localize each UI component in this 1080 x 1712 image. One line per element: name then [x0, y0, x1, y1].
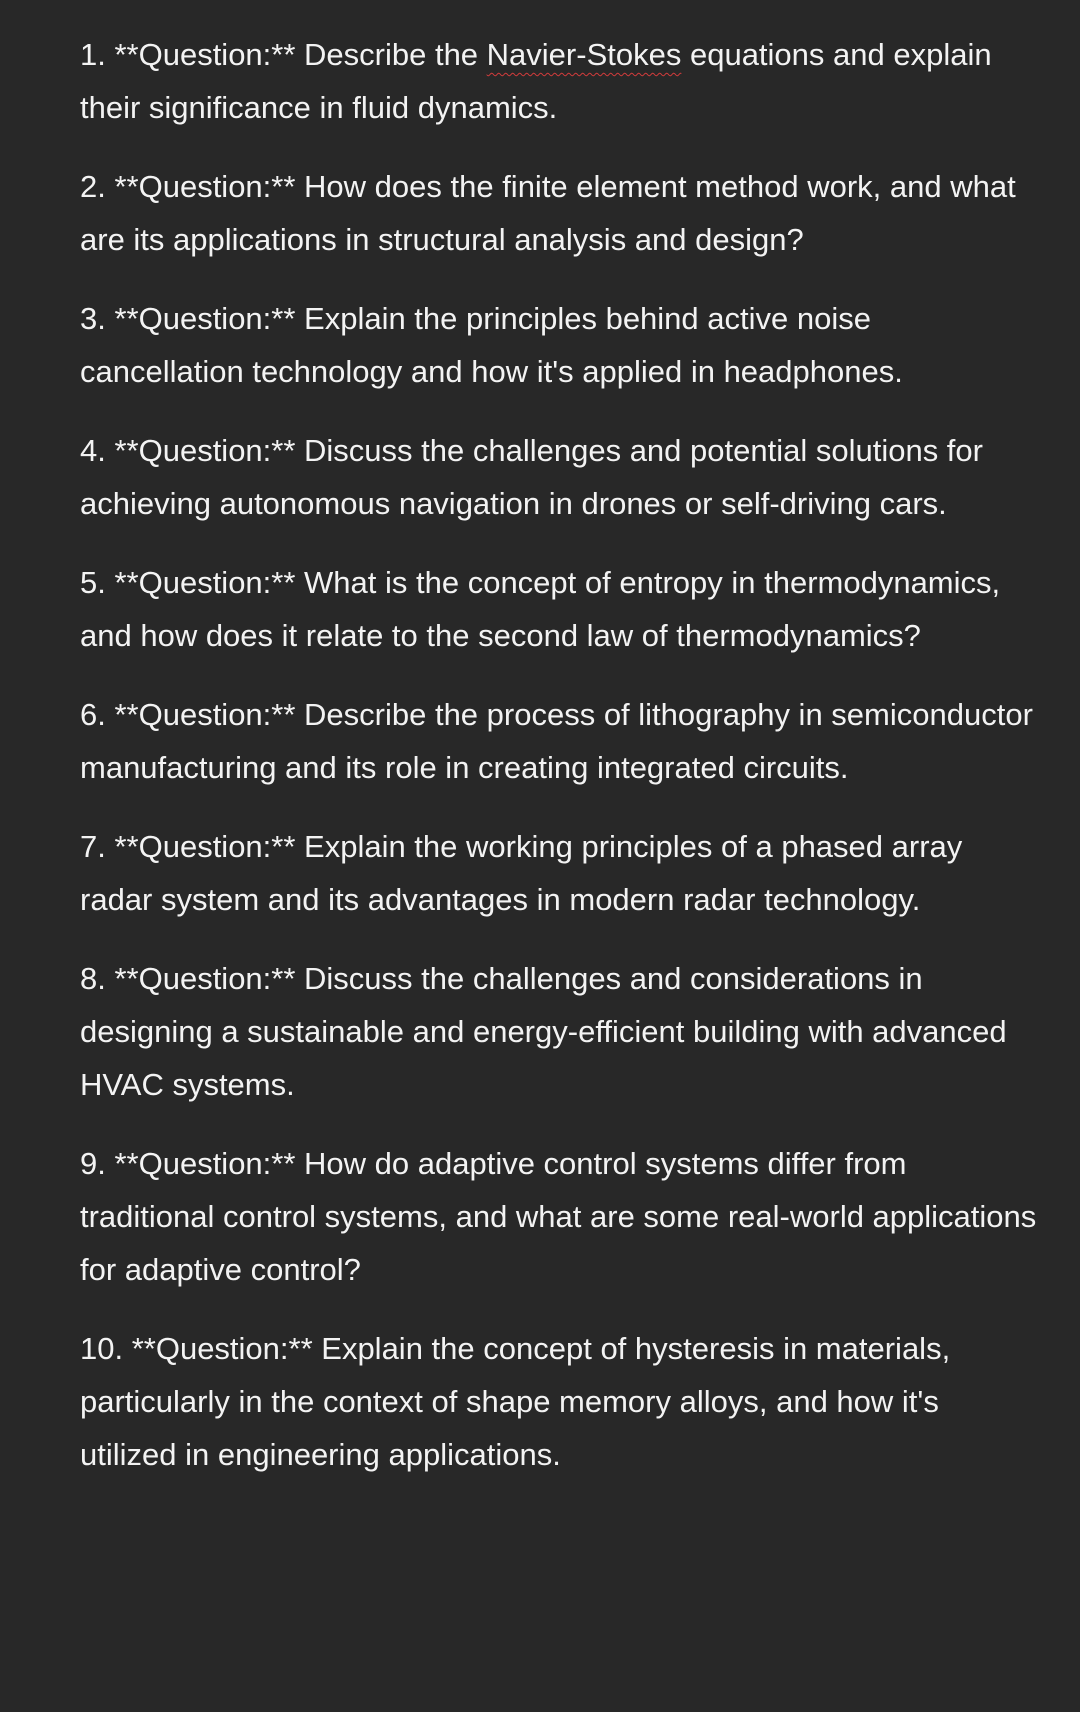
- question-paragraph-1: [80, 28, 1040, 134]
- document-body: [80, 28, 1040, 1507]
- question-paragraph-3: 3. **Question:** Explain the principles behind active noise cancellation technology and how it's applied in headphones.: [80, 301, 903, 389]
- question-paragraph-8: 8. **Question:** Discuss the challenges and considerations in designing a sustainable and energy-efficient building with advanced HVAC systems.: [80, 961, 1007, 1102]
- spellcheck-flagged-word[interactable]: Navier-Stokes: [486, 37, 682, 72]
- question-paragraph-6: 6. **Question:** Describe the process of lithography in semiconductor manufacturing and its role in creating integrated circuits.: [80, 697, 1033, 785]
- question-paragraph-2: 2. **Question:** How does the finite element method work, and what are its applications in structural analysis and design?: [80, 169, 1016, 257]
- question-1-text-start: 1. **Question:** Describe the: [80, 37, 487, 72]
- question-paragraph-4: 4. **Question:** Discuss the challenges and potential solutions for achieving autonomous navigation in drones or self-driving cars.: [80, 433, 983, 521]
- question-paragraph-9: 9. **Question:** How do adaptive control systems differ from traditional control systems, and what are some real-world applications for adaptive control?: [80, 1146, 1037, 1287]
- question-paragraph-10: 10. **Question:** Explain the concept of hysteresis in materials, particularly in the context of shape memory alloys, and how it's utilized in engineering applications.: [80, 1331, 951, 1472]
- question-paragraph-5: 5. **Question:** What is the concept of entropy in thermodynamics, and how does it relate to the second law of thermodynamics?: [80, 565, 1001, 653]
- question-paragraph-7: 7. **Question:** Explain the working principles of a phased array radar system and its advantages in modern radar technology.: [80, 829, 963, 917]
- question-1-text-end: equations and explain their significance in fluid dynamics.: [80, 37, 992, 125]
